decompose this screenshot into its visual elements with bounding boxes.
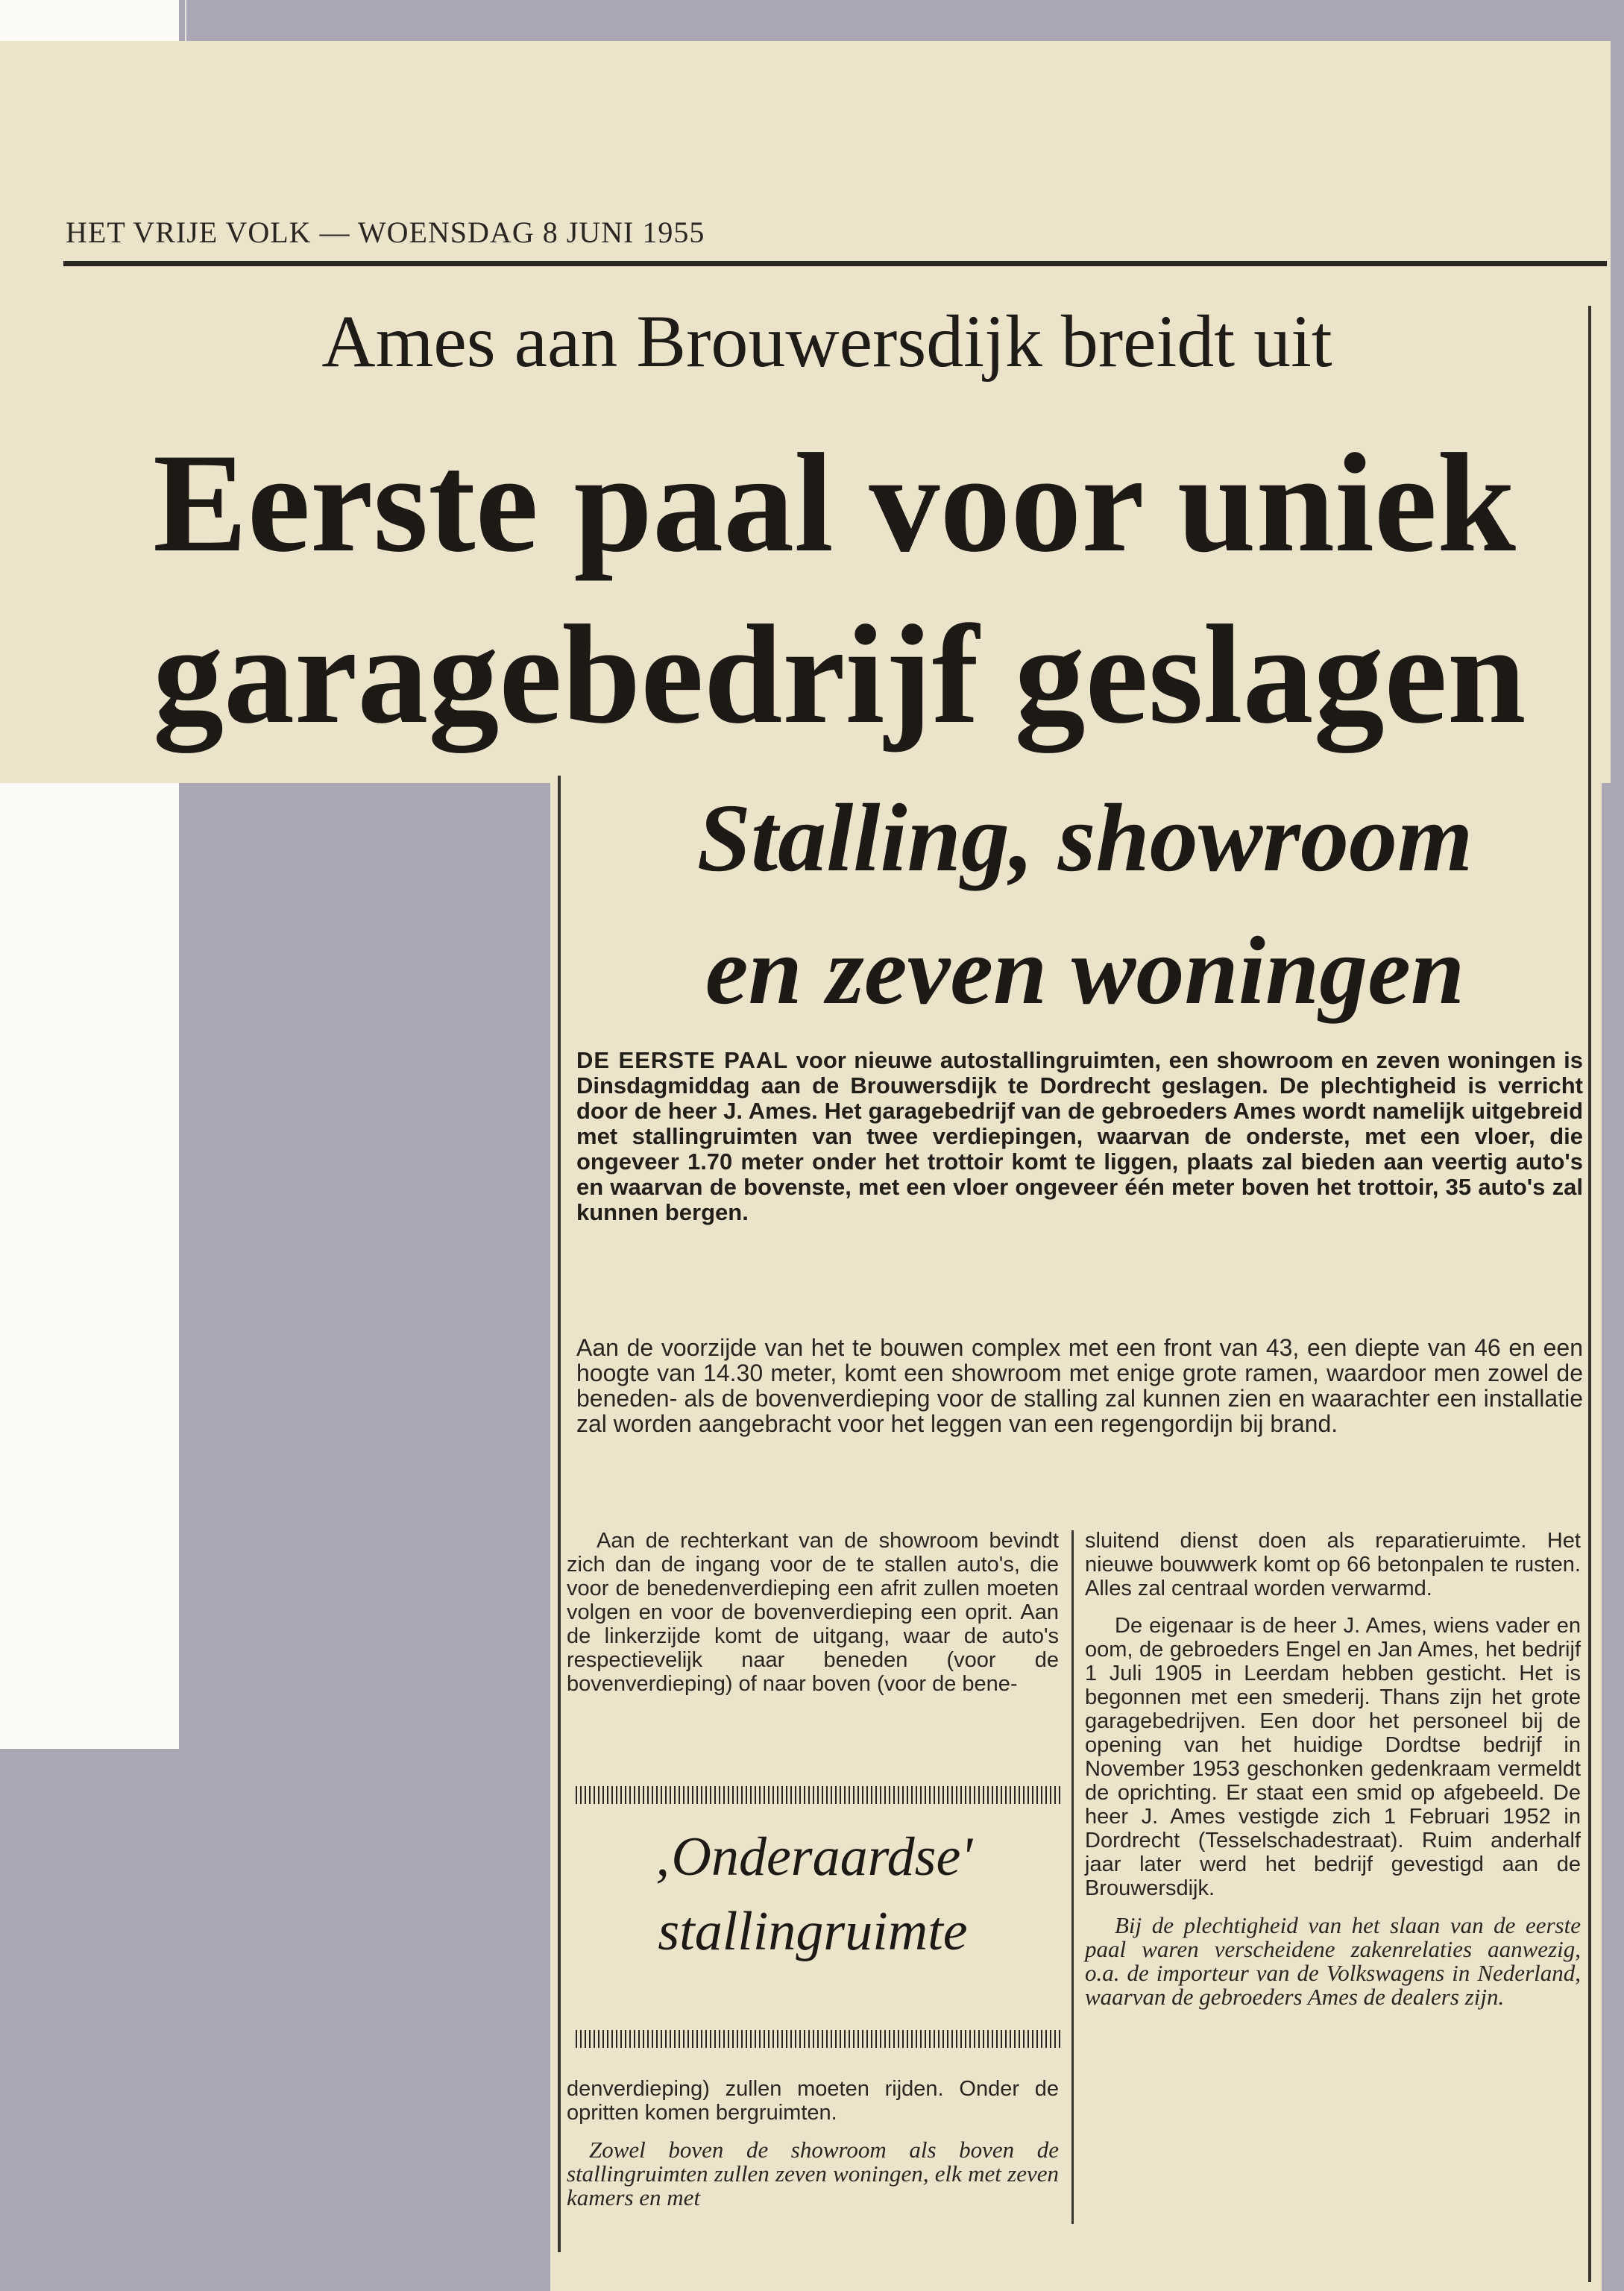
masthead-rule xyxy=(63,261,1607,266)
lead-text: voor nieuwe autostallingruimten, een showroom en zeven woningen is Dinsdagmiddag aan de Brouwersdijk te Dordrecht geslagen. De plechtigheid is verricht door de heer J. Ames. Het garagebedrijf van de gebroeders Ames wordt namelijk uitgebreid met stallingruimten van twee verdiepingen, waarvan de onderste, met een vloer, die ongeveer 1.70 meter onder het trottoir komt te liggen, plaats zal bieden aan veertig auto's en waarvan de bovenste, met een vloer ongeveer één meter boven het trottoir, 35 auto's zal kunnen bergen. xyxy=(576,1047,1583,1225)
headline-line: garagebedrijf geslagen xyxy=(153,597,1526,753)
main-headline xyxy=(153,418,1526,761)
lead-caps: DE EERSTE PAAL xyxy=(576,1047,789,1073)
inset-heading xyxy=(567,1820,1059,1969)
left-column xyxy=(567,1529,1059,1709)
subhead-line: en zeven woningen xyxy=(705,917,1465,1025)
subheadline xyxy=(582,772,1588,1037)
body-paragraph: Aan de voorzijde van het te bouwen complex met een front van 43, een diepte van 46 en een hoogte van 14.30 meter, komt een showroom met enige grote ramen, waardoor men zowel de beneden- als de bovenverdieping voor de stalling zal kunnen zien en waarachter een installatie zal worden aangebracht voor het leggen van een regengordijn bij brand. xyxy=(576,1334,1583,1437)
column-rule-middle xyxy=(1071,1530,1074,2224)
ornament-rule xyxy=(576,1786,1060,1804)
left-column-continued xyxy=(567,2077,1059,2223)
right-column xyxy=(1085,1529,1581,2023)
inset-heading-line: stallingruimte xyxy=(658,1901,968,1962)
lead-paragraph xyxy=(576,1048,1583,1225)
right-paragraph: De eigenaar is de heer J. Ames, wiens vader en oom, de gebroeders Engel en Jan Ames, het bedrijf 1 Juli 1905 in Leerdam hebben gesticht. Het is begonnen met een smederij. Thans zijn het grote garagebedrijven. Een door het personeel bij de opening van het huidige Dordtse bedrijf in November 1953 geschonken gedenkraam vermeldt de oprichting. Er staat een smid op afgebeeld. De heer J. Ames vestigde zich 1 Februari 1952 in Dordrecht (Tesselschadestraat). Ruim anderhalf jaar later werd het bedrijf gevestigd aan de Brouwersdijk. xyxy=(1085,1614,1581,1900)
left-paragraph: Aan de rechterkant van de showroom bevindt zich dan de ingang voor de te stallen auto's, die voor de benedenverdieping een afrit zullen moeten volgen en voor de bovenverdieping een oprit. Aan de linkerzijde komt de uitgang, waar de auto's respectievelijk naar beneden (voor de bovenverdieping) of naar boven (voor de bene- xyxy=(567,1529,1059,1696)
ornament-rule xyxy=(576,2030,1060,2048)
card-edge xyxy=(185,0,186,41)
left-paragraph: denverdieping) zullen moeten rijden. Onder de opritten komen bergruimten. xyxy=(567,2077,1059,2125)
subhead-line: Stalling, showroom xyxy=(696,785,1473,892)
inset-heading-line: ‚Onderaardse' xyxy=(652,1826,973,1888)
right-paragraph: sluitend dienst doen als reparatieruimte. Het nieuwe bouwwerk komt op 66 betonpalen te rusten. Alles zal centraal worden verwarmd. xyxy=(1085,1529,1581,1600)
left-paragraph-italic: Zowel boven de showroom als boven de stallingruimten zullen zeven woningen, elk met zeven kamers en met xyxy=(567,2137,1059,2210)
right-paragraph-italic: Bij de plechtigheid van het slaan van de eerste paal waren verscheidene zakenrelaties aanwezig, o.a. de importeur van de Volkswagens in Nederland, waarvan de gebroeders Ames de dealers zijn. xyxy=(1085,1912,1581,2010)
masthead: HET VRIJE VOLK — WOENSDAG 8 JUNI 1955 xyxy=(66,216,705,249)
headline-line: Eerste paal voor uniek xyxy=(153,425,1516,582)
column-rule-right xyxy=(1588,306,1591,2282)
kicker-headline: Ames aan Brouwersdijk breidt uit xyxy=(321,300,1332,383)
column-rule-left xyxy=(558,776,561,2252)
